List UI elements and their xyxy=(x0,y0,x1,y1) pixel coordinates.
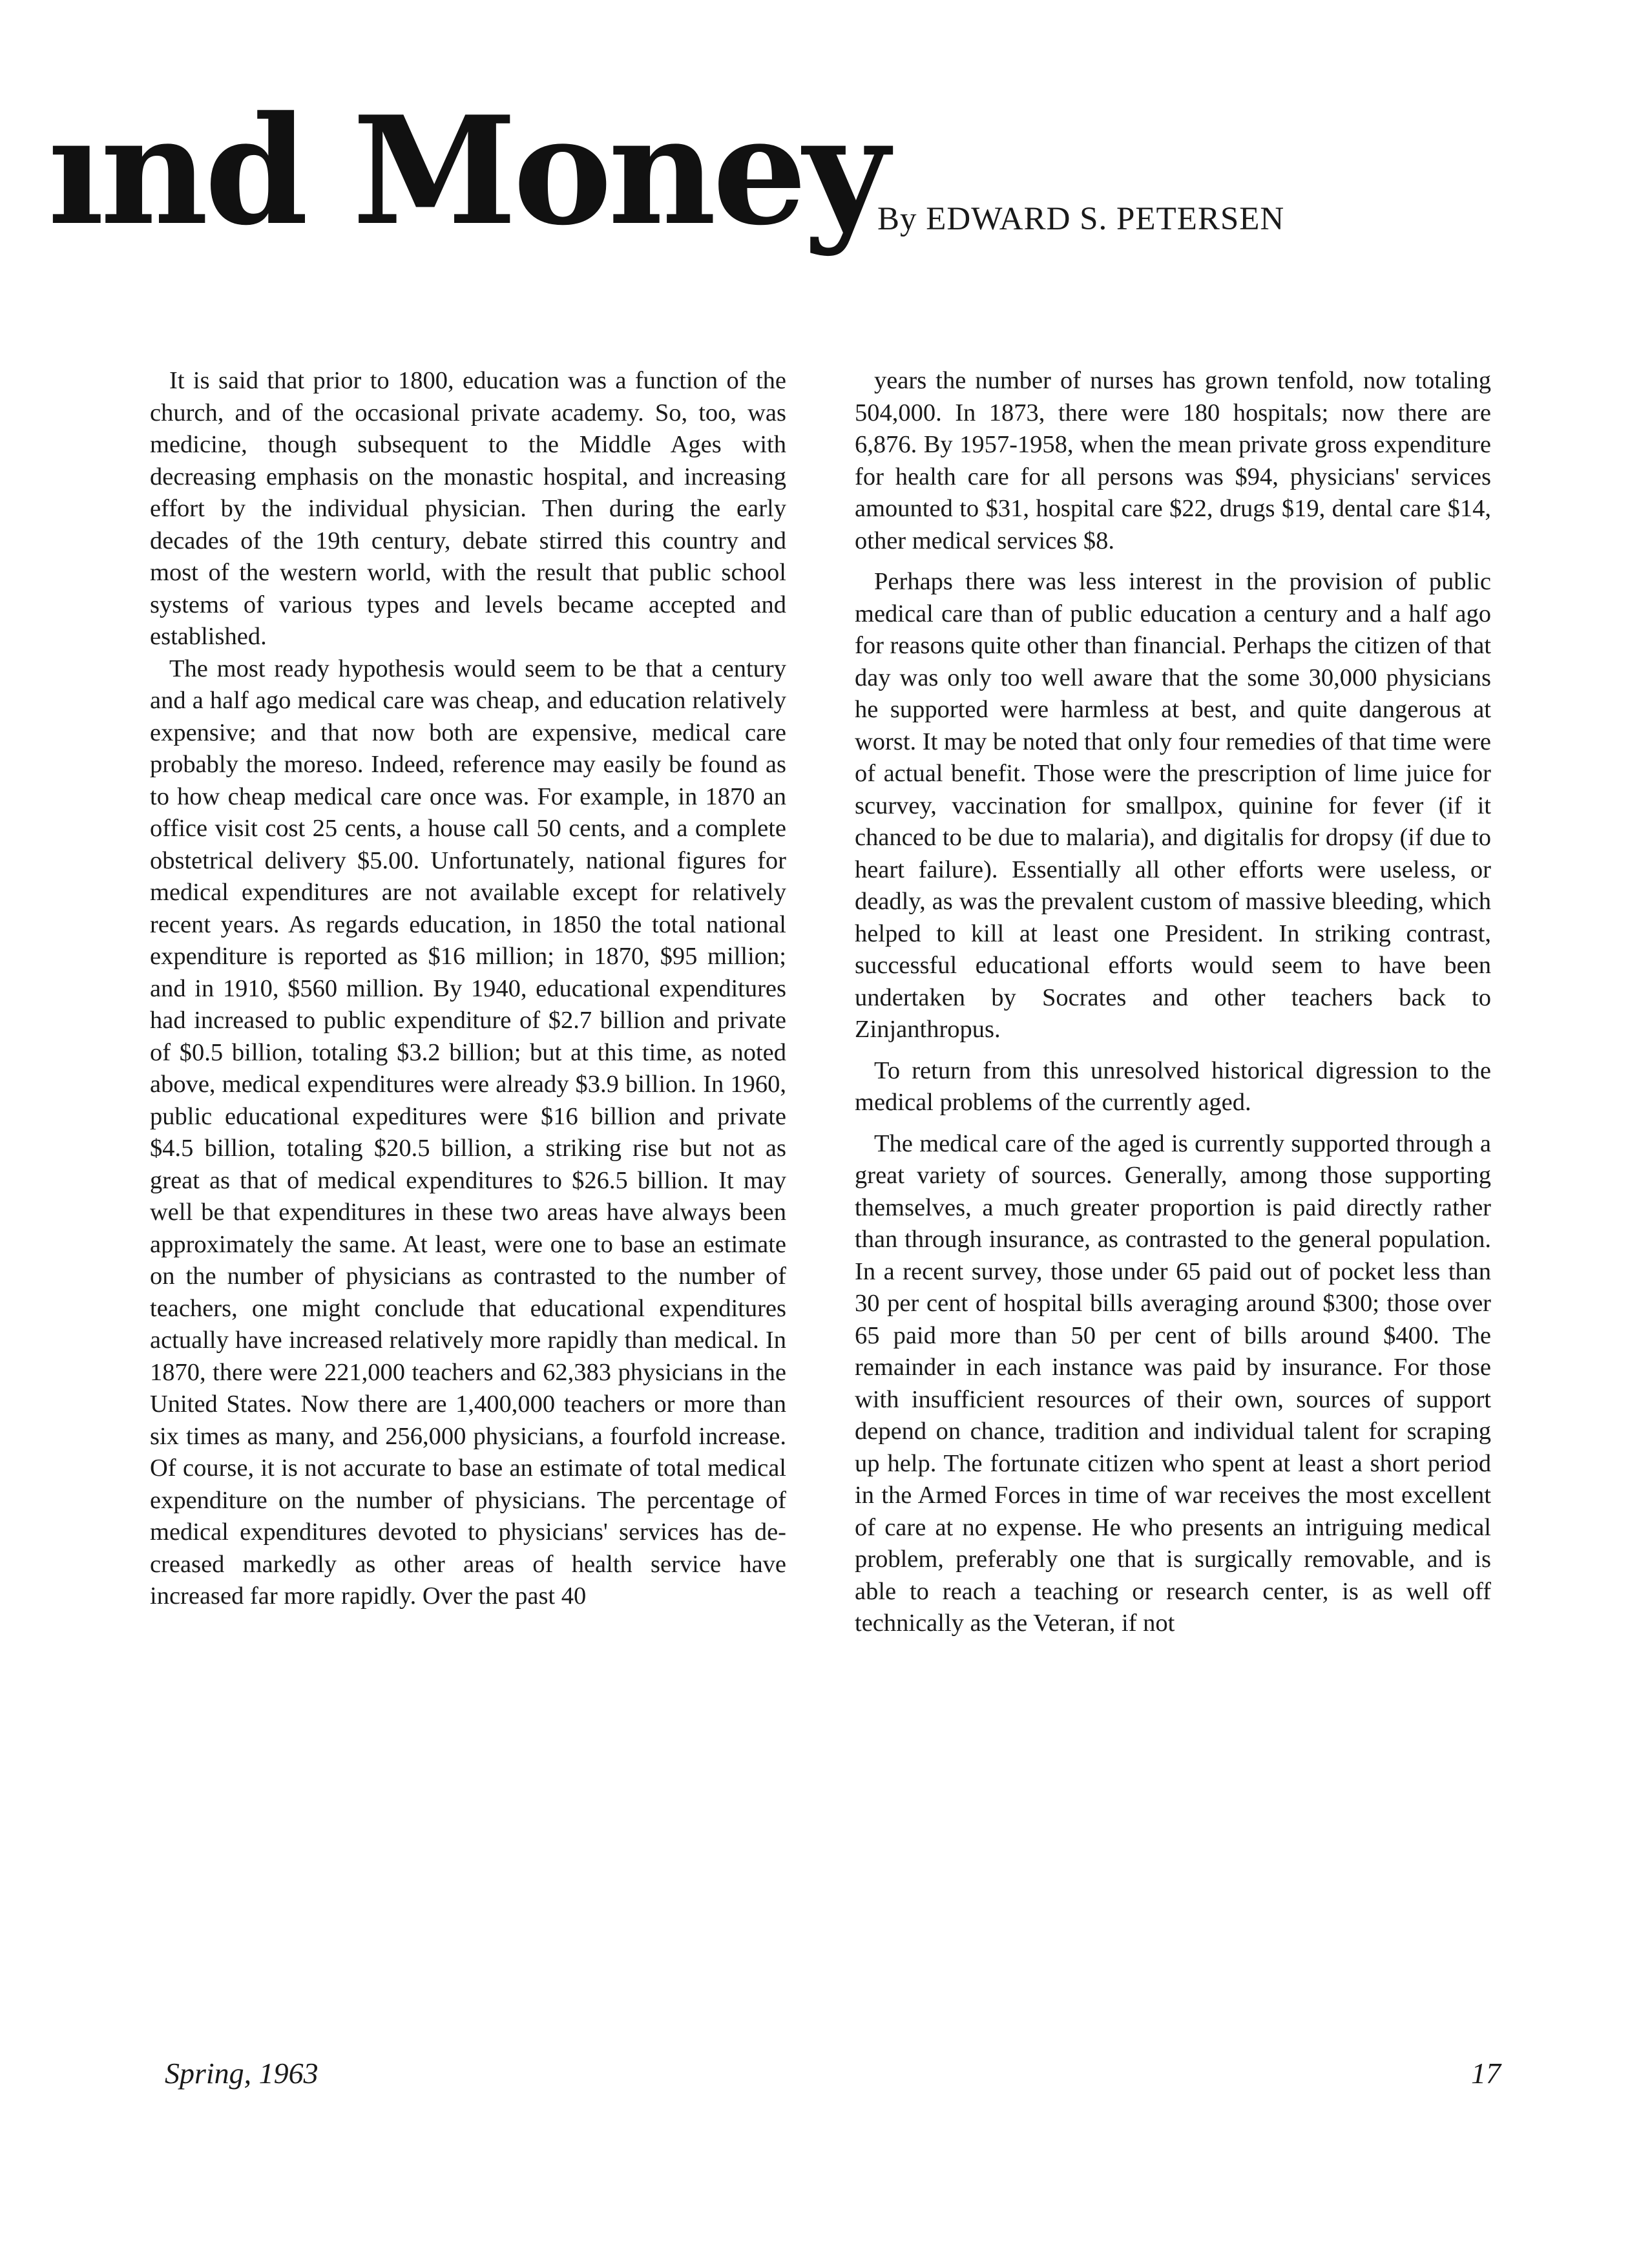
paragraph: years the number of nurses has grown tenfold, now totaling 504,000. In 1873, there were 180 hospitals; now there are 6,876. By 1957-1958, when the mean private gross expenditure for health care for all persons was $94, physicians' services amounted to $31, hospital care $22, drugs $19, dental care $14, other medical services $8. xyxy=(855,367,1491,554)
paragraph: The medical care of the aged is currently supported through a great variety of sources. Generally, among those supporting themselves, a much greater proportion is paid directly rather than through insurance, as contrasted to the general population. In a recent survey, those under 65 paid out of pocket less than 30 per cent of hospital bills averaging around $300; those over 65 paid more than 50 per cent of bills around $400. The remainder in each instance was paid by insurance. For those with insufficient resources of their own, sources of support depend on chance, tradition and individual talent for scraping up help. The fortunate citizen who spent at least a short period in the Armed Forces in time of war receives the most excellent of care at no expense. He who presents an intriguing medical problem, preferably one that is surgically removable, and is able to reach a teaching or research center, is as well off technically as the Veteran, if not xyxy=(855,1129,1491,1637)
article-title: ınd Money xyxy=(48,84,886,258)
page-number: 17 xyxy=(1471,2057,1501,2090)
author-byline: By EDWARD S. PETERSEN xyxy=(877,201,1285,237)
left-column xyxy=(150,365,786,1613)
paragraph: The most ready hypothesis would seem to be that a century and a half ago medical care was cheap, and education relatively expensive; and that now both are expensive, medical care probably the moreso. Indeed, reference may easily be found as to how cheap medical care once was. For example, in 1870 an office visit cost 25 cents, a house call 50 cents, and a complete obstetrical delivery $5.00. Unfortunately, national figures for medical expenditures are not available except for relatively recent years. As regards education, in 1850 the total national expenditure is reported as $16 million; in 1870, $95 million; and in 1910, $560 million. By 1940, educational expenditures had increased to public expenditure of $2.7 billion and private of $0.5 billion, totaling $3.2 billion; but at this time, as noted above, medical expenditures were already $3.9 billion. In 1960, public educational expeditures were $16 billion and private $4.5 billion, totaling $20.5 billion, a striking rise but not as great as that of medical expenditures to $26.5 billion. It may well be that expenditures in these two areas have always been approximately the same. At least, were one to base an estimate on the number of physicians as contrasted to the number of teachers, one might conclude that educational expenditures actually have increased relatively more rapidly than medical. In 1870, there were 221,000 teachers and 62,383 physicians in the United States. Now there are 1,400,000 teachers or more than six times as many, and 256,000 physicians, a fourfold increase. Of course, it is not accurate to base an estimate of total medical expenditure on the number of physicians. The percentage of medical expenditures devoted to physicians' services has decreased markedly as other areas of health service have increased far more rapidly. Over the past 40 xyxy=(150,655,786,1610)
issue-date: Spring, 1963 xyxy=(165,2057,319,2090)
paragraph: Perhaps there was less interest in the provision of public medical care than of public education a century and a half ago for reasons quite other than financial. Perhaps the citizen of that day was only too well aware that the some 30,000 physicians he supported were harmless at best, and quite dangerous at worst. It may be noted that only four remedies of that time were of actual benefit. Those were the prescription of lime juice for scurvey, vaccination for smallpox, quinine for fever (if it chanced to be due to malaria), and digitalis for dropsy (if due to heart failure). Essentially all other efforts were useless, or deadly, as was the prevalent custom of massive bleeding, which helped to kill at least one President. In striking contrast, successful educational efforts would seem to have been undertaken by Socrates and other teachers back to Zinjanthropus. xyxy=(855,568,1491,1043)
paragraph: It is said that prior to 1800, education was a function of the church, and of the occasional private academy. So, too, was medicine, though subsequent to the Middle Ages with decreasing emphasis on the monastic hospital, and increasing effort by the individual physician. Then during the early decades of the 19th century, debate stirred this country and most of the western world, with the result that public school systems of various types and levels became accepted and established. xyxy=(150,367,786,650)
paragraph: To return from this unresolved historical digression to the medical problems of the currently aged. xyxy=(855,1056,1491,1116)
right-column xyxy=(855,365,1491,1640)
